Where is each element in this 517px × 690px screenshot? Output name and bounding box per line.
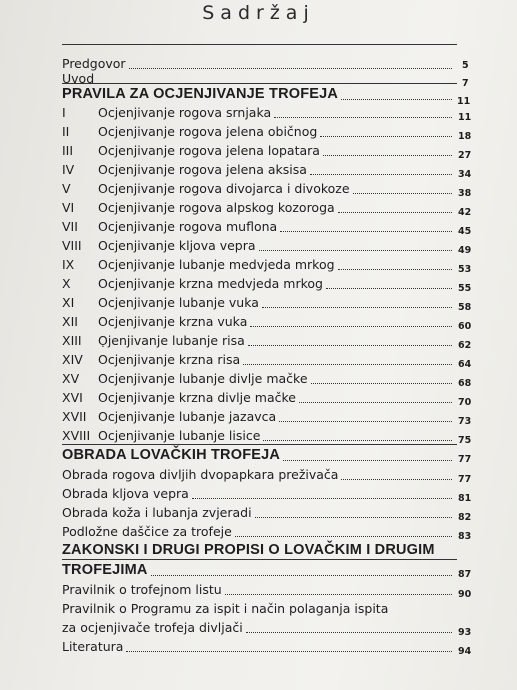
toc-leader-dots xyxy=(283,460,452,461)
toc-entry-title: Literatura xyxy=(62,639,124,654)
toc-entry-title: Ocjenjivanje rogova srnjaka xyxy=(98,105,272,120)
toc-page-number: 27 xyxy=(458,150,472,161)
toc-page-number: 60 xyxy=(458,321,472,332)
toc-entry-number: V xyxy=(62,181,71,196)
toc-page-number: 70 xyxy=(458,397,472,408)
toc-leader-dots xyxy=(341,99,452,100)
toc-entry-number: XVI xyxy=(62,390,83,405)
section-rule xyxy=(62,559,457,560)
toc-entry-title: Ọjenjivanje lubanje risa xyxy=(98,333,245,348)
toc-leader-dots xyxy=(243,364,452,365)
toc-page-number: 94 xyxy=(458,646,472,657)
toc-entry-title: Pravilnik o Programu za ispit i način polaganja ispita xyxy=(62,601,389,616)
toc-page-number: 55 xyxy=(458,283,472,294)
toc-entry-number: IX xyxy=(62,257,75,272)
toc-entry-title: Ocjenjivanje lubanje lisice xyxy=(98,428,261,443)
toc-entry-number: XVII xyxy=(62,409,87,424)
toc-entry-title: TROFEJIMA xyxy=(62,562,148,578)
toc-leader-dots xyxy=(280,231,452,232)
toc-entry-title: Predgovor xyxy=(62,56,126,71)
toc-leader-dots xyxy=(341,479,452,480)
toc-entry-title: Ocjenjivanje lubanje divlje mačke xyxy=(98,371,308,386)
toc-page-number: 64 xyxy=(458,359,472,370)
toc-leader-dots xyxy=(323,155,452,156)
toc-entry-number: XII xyxy=(62,314,78,329)
toc-entry-title: Obrada rogova divljih dvopapkara preživača xyxy=(62,467,339,482)
toc-leader-dots xyxy=(274,117,452,118)
toc-entry-title: Pravilnik o trofejnom listu xyxy=(62,582,222,597)
toc-leader-dots xyxy=(320,136,452,137)
toc-page-number: 34 xyxy=(458,169,472,180)
toc-entry-title: Ocjenjivanje rogova alpskog kozoroga xyxy=(98,200,335,215)
toc-leader-dots xyxy=(250,326,452,327)
toc-entry-number: II xyxy=(62,124,70,139)
toc-leader-dots xyxy=(259,250,452,251)
toc-entry-number: VIII xyxy=(62,238,82,253)
toc-entry-title: Ocjenjivanje rogova jelena običnog xyxy=(98,124,318,139)
toc-page-number: 53 xyxy=(458,264,472,275)
toc-entry-title: Uvod xyxy=(62,71,95,86)
toc-leader-dots xyxy=(246,632,452,633)
toc-leader-dots xyxy=(192,498,452,499)
section-rule xyxy=(62,444,457,445)
toc-entry-title: Ocjenjivanje rogova divojarca i divokoze xyxy=(98,181,350,196)
toc-entry-title: Ocjenjivanje krzna divlje mačke xyxy=(98,390,296,405)
toc-page-number: 49 xyxy=(458,245,472,256)
toc-entry-number: XV xyxy=(62,371,80,386)
toc-page-number: 87 xyxy=(458,569,472,580)
toc-leader-dots xyxy=(248,345,452,346)
toc-entry-title: Obrada kljova vepra xyxy=(62,486,189,501)
toc-entry-title: Ocjenjivanje lubanje jazavca xyxy=(98,409,277,424)
toc-page-number: 68 xyxy=(458,378,472,389)
section-rule xyxy=(62,83,457,84)
toc-page-number: 58 xyxy=(458,302,472,313)
toc-entry-title: OBRADA LOVAČKIH TROFEJA xyxy=(62,447,281,463)
toc-leader-dots xyxy=(279,421,452,422)
toc-entry-title: Ocjenjivanje krzna medvjeda mrkog xyxy=(98,276,323,291)
toc-page-number: 73 xyxy=(458,416,472,427)
toc-entry-number: I xyxy=(62,105,66,120)
toc-page-number: 7 xyxy=(462,78,469,89)
toc-page-number: 42 xyxy=(458,207,472,218)
toc-entry-title: Ocjenjivanje rogova jelena lopatara xyxy=(98,143,320,158)
toc-leader-dots xyxy=(263,440,452,441)
toc-leader-dots xyxy=(326,288,452,289)
toc-leader-dots xyxy=(353,193,452,194)
toc-entry-number: XIV xyxy=(62,352,83,367)
toc-leader-dots xyxy=(126,651,452,652)
toc-entry-number: X xyxy=(62,276,71,291)
toc-entry-title: Ocjenjivanje lubanje medvjeda mrkog xyxy=(98,257,335,272)
toc-page-number: 5 xyxy=(462,60,469,71)
toc-page-number: 38 xyxy=(458,188,472,199)
toc-leader-dots xyxy=(338,212,452,213)
toc-entry-title: Ocjenjivanje krzna vuka xyxy=(98,314,248,329)
toc-page-number: 11 xyxy=(458,112,472,123)
toc-leader-dots xyxy=(225,594,452,595)
toc-leader-dots xyxy=(129,68,452,69)
toc-entry-title: Ocjenjivanje krzna risa xyxy=(98,352,241,367)
toc-entry-number: XIII xyxy=(62,333,82,348)
toc-entry-number: IV xyxy=(62,162,75,177)
toc-entry-title: Podložne daščice za trofeje xyxy=(62,524,232,539)
toc-page-number: 82 xyxy=(458,512,472,523)
toc-leader-dots xyxy=(310,174,452,175)
toc-leader-dots xyxy=(235,536,452,537)
toc-page-number: 90 xyxy=(458,589,472,600)
toc-page-number: 93 xyxy=(458,627,472,638)
toc-leader-dots xyxy=(151,575,452,576)
toc-entry-number: VII xyxy=(62,219,78,234)
toc-entry-number: III xyxy=(62,143,74,158)
toc-entry-title: Ocjenjivanje kljova vepra xyxy=(98,238,256,253)
toc-page-number: 77 xyxy=(458,474,472,485)
toc-page-number: 62 xyxy=(458,340,472,351)
toc-leader-dots xyxy=(255,517,452,518)
toc-entry-title: Ocjenjivanje rogova muflona xyxy=(98,219,278,234)
toc-entry-title: Ocjenjivanje lubanje vuka xyxy=(98,295,259,310)
toc-page-number: 83 xyxy=(458,531,472,542)
toc-leader-dots xyxy=(311,383,452,384)
toc-entry-number: XVIII xyxy=(62,428,91,443)
page-title: Sadržaj xyxy=(202,2,315,24)
toc-entry-title: Ocjenjivanje rogova jelena aksisa xyxy=(98,162,307,177)
top-rule xyxy=(62,44,457,45)
toc-leader-dots xyxy=(299,402,452,403)
toc-page-number: 75 xyxy=(458,435,472,446)
toc-entry-title: PRAVILA ZA OCJENJIVANJE TROFEJA xyxy=(62,86,339,102)
toc-entry-title: za ocjenjivače trofeja divljači xyxy=(62,620,243,635)
toc-entry-title: Obrada koža i lubanja zvjeradi xyxy=(62,505,252,520)
toc-page-number: 81 xyxy=(458,493,472,504)
toc-page-number: 45 xyxy=(458,226,472,237)
toc-page-number: 11 xyxy=(457,96,471,107)
toc-entry-number: XI xyxy=(62,295,75,310)
toc-page-number: 18 xyxy=(458,131,472,142)
toc-leader-dots xyxy=(338,269,452,270)
toc-entry-title: ZAKONSKI I DRUGI PROPISI O LOVAČKIM I DRUGIM xyxy=(62,542,435,558)
toc-leader-dots xyxy=(262,307,452,308)
toc-page-number: 77 xyxy=(458,454,472,465)
toc-entry-number: VI xyxy=(62,200,75,215)
